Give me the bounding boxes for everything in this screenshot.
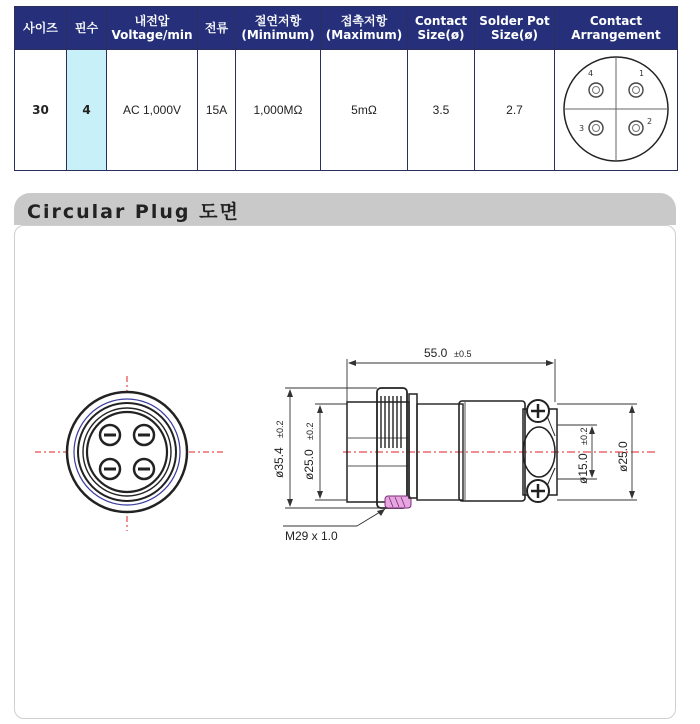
header-insulation: 절연저항 (Minimum)	[236, 7, 321, 50]
cell-pins: 4	[67, 50, 107, 171]
dim-body-diameter: ø25.0	[302, 449, 316, 480]
header-row	[15, 7, 678, 50]
cell-solder-pot-size: 2.7	[475, 50, 555, 171]
cell-voltage: AC 1,000V	[107, 50, 198, 171]
pin-label-4: 4	[588, 68, 594, 78]
header-voltage: 내전압 Voltage/min	[107, 7, 198, 50]
dim-cable-diameter-tol: ±0.2	[579, 427, 589, 445]
cell-arrangement	[555, 50, 678, 171]
header-pins: 핀수	[67, 7, 107, 50]
header-current: 전류	[198, 7, 236, 50]
dim-cable-diameter: ø15.0	[576, 453, 590, 484]
pin-label-3: 3	[579, 123, 585, 133]
dim-length-tol: ±0.5	[454, 349, 472, 359]
front-view	[35, 376, 225, 531]
cell-size: 30	[15, 50, 67, 171]
cell-insulation: 1,000MΩ	[236, 50, 321, 171]
dim-outer-diameter: ø35.4	[272, 447, 286, 478]
spec-table	[14, 6, 678, 171]
cell-contact-resistance: 5mΩ	[321, 50, 408, 171]
header-contact-resistance: 접촉저항 (Maximum)	[321, 7, 408, 50]
cell-contact-size: 3.5	[408, 50, 475, 171]
dim-length-label: 55.0	[424, 346, 448, 360]
dim-body-diameter-tol: ±0.2	[305, 422, 315, 440]
dim-end-diameter: ø25.0	[616, 441, 630, 472]
side-view	[343, 388, 655, 508]
drawing-panel	[14, 225, 676, 719]
pin-label-2: 2	[647, 116, 653, 126]
header-solder-pot-size: Solder Pot Size(ø)	[475, 7, 555, 50]
dim-outer-diameter-tol: ±0.2	[275, 420, 285, 438]
pin-label-1: 1	[639, 68, 645, 78]
section-header	[14, 193, 676, 225]
data-row	[15, 50, 678, 171]
header-arrangement: Contact Arrangement	[555, 7, 678, 50]
contact-arrangement-diagram	[557, 52, 675, 166]
section-title: Circular Plug 도면	[27, 201, 240, 223]
header-size: 사이즈	[15, 7, 67, 50]
thread-label: M29 x 1.0	[285, 529, 338, 543]
plug-drawing	[15, 226, 675, 718]
cell-current: 15A	[198, 50, 236, 171]
header-contact-size: Contact Size(ø)	[408, 7, 475, 50]
